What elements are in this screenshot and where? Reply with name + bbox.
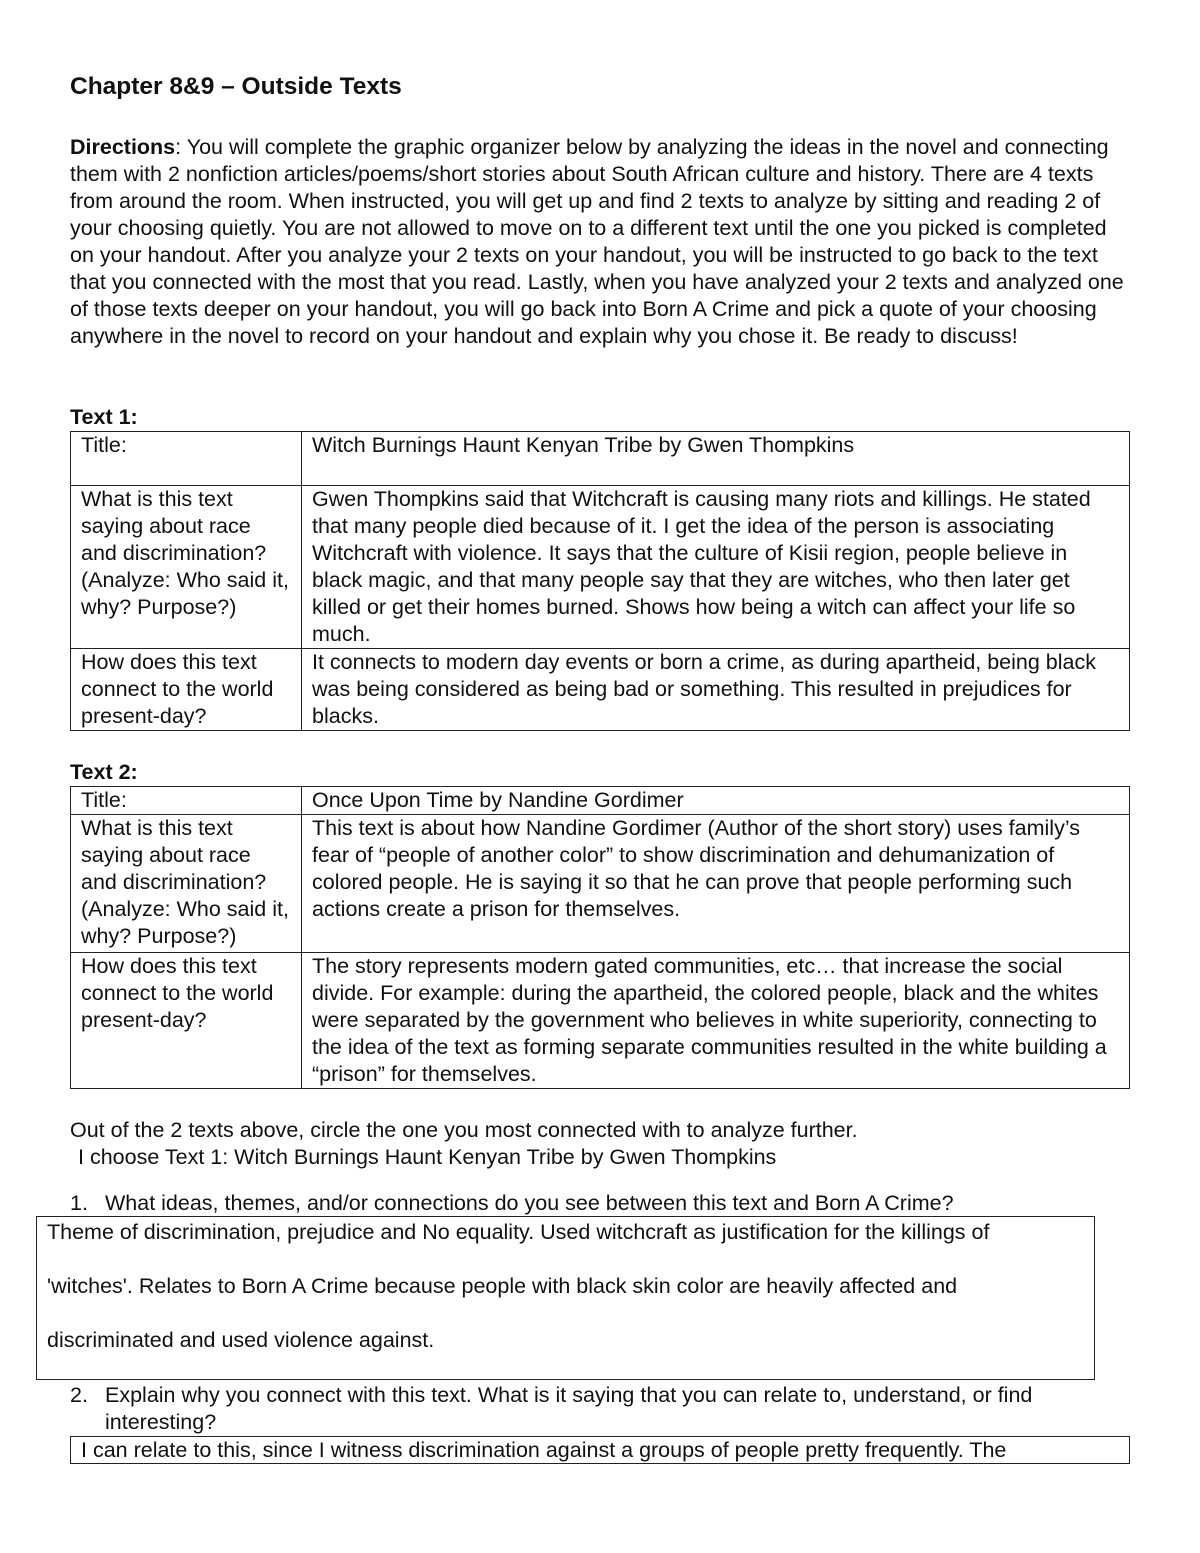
question-2-answer: I can relate to this, since I witness discrimination against a groups of people pretty frequently. The: [81, 1438, 1007, 1462]
question-1-answer-line: Theme of discrimination, prejudice and No equality. Used witchcraft as justification for the killings of: [47, 1220, 990, 1244]
text1-present-question: How does this text connect to the world present-day?: [71, 649, 302, 731]
question-1-text: What ideas, themes, and/or connections do you see between this text and Born A Crime?: [105, 1191, 954, 1215]
text1-present-answer: It connects to modern day events or born a crime, as during apartheid, being black was being considered as being bad or something. This resulted in prejudices for blacks.: [302, 649, 1130, 731]
text1-race-answer: Gwen Thompkins said that Witchcraft is causing many riots and killings. He stated that many people died because of it. I get the idea of the person is associating Witchcraft with violence. It says that the culture of Kisii region, people believe in black magic, and that many people say that they are witches, who then later get killed or get their homes burned. Shows how being a witch can affect your life so much.: [302, 486, 1130, 649]
text1-table: [70, 431, 1130, 731]
question-2-number: 2.: [70, 1383, 88, 1407]
table-row: [71, 649, 1130, 731]
directions-label: Directions: [70, 135, 176, 159]
text2-title-answer: Once Upon Time by Nandine Gordimer: [302, 787, 1130, 815]
question-1-answer-box: [36, 1216, 1095, 1380]
question-1-answer-line: discriminated and used violence against.: [47, 1328, 435, 1352]
text2-present-answer: The story represents modern gated communities, etc… that increase the social divide. For example: during the apartheid, the colored people, black and the whites were separated by the government who believes in white superiority, connecting to the idea of the text as forming separate communities resulted in the white building a “prison” for themselves.: [302, 953, 1130, 1089]
text2-race-answer: This text is about how Nandine Gordimer (Author of the short story) uses family’s fear of “people of another color” to show discrimination and dehumanization of colored people. He is saying it so that he can prove that people performing such actions create a prison for themselves.: [302, 815, 1130, 953]
text2-label: Text 2:: [70, 760, 138, 784]
table-row: [71, 815, 1130, 953]
text2-table: [70, 786, 1130, 1089]
text2-title-question: Title:: [71, 787, 302, 815]
page-title: Chapter 8&9 – Outside Texts: [70, 73, 402, 100]
table-row: [71, 432, 1130, 486]
question-2-text: Explain why you connect with this text. What is it saying that you can relate to, understand, or find interesting?: [105, 1383, 1033, 1434]
text-choice: I choose Text 1: Witch Burnings Haunt Kenyan Tribe by Gwen Thompkins: [78, 1145, 777, 1169]
text1-title-question: Title:: [71, 432, 302, 486]
question-1-number: 1.: [70, 1191, 88, 1215]
table-row: [71, 486, 1130, 649]
question-1-answer-line: 'witches'. Relates to Born A Crime because people with black skin color are heavily affected and: [47, 1274, 958, 1298]
text2-race-question: What is this text saying about race and discrimination? (Analyze: Who said it, why? Purpose?): [71, 815, 302, 953]
table-row: [71, 953, 1130, 1089]
question-2-answer-box: [70, 1436, 1130, 1464]
table-row: [71, 787, 1130, 815]
directions-paragraph: [70, 134, 1135, 350]
text2-present-question: How does this text connect to the world present-day?: [71, 953, 302, 1089]
circle-instruction: Out of the 2 texts above, circle the one you most connected with to analyze further.: [70, 1118, 858, 1142]
text1-race-question: What is this text saying about race and discrimination? (Analyze: Who said it, why? Purpose?): [71, 486, 302, 649]
text1-label: Text 1:: [70, 405, 138, 429]
directions-text: : You will complete the graphic organizer below by analyzing the ideas in the novel and connecting them with 2 nonfiction articles/poems/short stories about South African culture and history. There are 4 texts from around the room. When instructed, you will get up and find 2 texts to analyze by sitting and reading 2 of your choosing quietly. You are not allowed to move on to a different text until the one you picked is completed on your handout. After you analyze your 2 texts on your handout, you will be instructed to go back to the text that you connected with the most that you read. Lastly, when you have analyzed your 2 texts and analyzed one of those texts deeper on your handout, you will go back into Born A Crime and pick a quote of your choosing anywhere in the novel to record on your handout and explain why you chose it. Be ready to discuss!: [70, 135, 1124, 348]
text1-title-answer: Witch Burnings Haunt Kenyan Tribe by Gwen Thompkins: [302, 432, 1130, 486]
